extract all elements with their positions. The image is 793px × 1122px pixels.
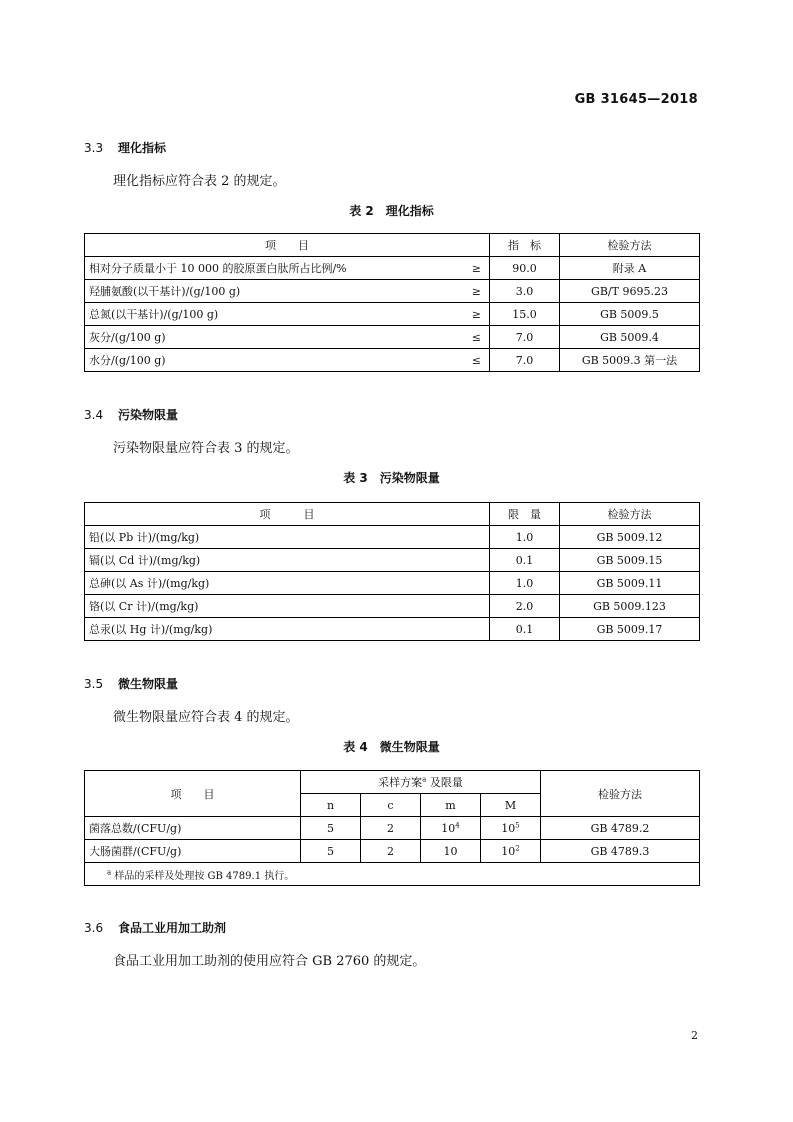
header-plan-text: 采样方案 <box>378 776 423 789</box>
cell-method: GB/T 9695.23 <box>560 280 700 303</box>
M-exponent: 2 <box>515 843 520 852</box>
caption-title: 理化指标 <box>385 204 434 218</box>
footnote-marker: a <box>107 868 112 877</box>
table-row <box>85 572 700 595</box>
section-3-3-heading <box>84 139 166 156</box>
table-header-row <box>85 234 700 257</box>
table-row <box>85 840 700 863</box>
header-item: 项 目 <box>85 771 301 817</box>
M-exponent: 5 <box>515 820 520 829</box>
cell-method: GB 5009.3 第一法 <box>560 349 700 372</box>
header-item: 项 目 <box>85 234 490 257</box>
cell-value: 0.1 <box>490 618 560 641</box>
cell-n: 5 <box>301 817 361 840</box>
cell-method: GB 5009.5 <box>560 303 700 326</box>
cell-comparator: ≤ <box>455 326 490 349</box>
caption-number: 表 4 <box>343 740 368 754</box>
cell-m <box>421 817 481 840</box>
section-3-6-text: 食品工业用加工助剂的使用应符合 GB 2760 的规定。 <box>113 954 426 969</box>
standard-number: GB 31645—2018 <box>574 92 698 107</box>
m-base: 10 <box>441 821 456 835</box>
cell-method: GB 5009.17 <box>560 618 700 641</box>
table-row <box>85 618 700 641</box>
section-title: 微生物限量 <box>118 677 179 691</box>
cell-item: 总氮(以干基计)/(g/100 g) <box>85 303 455 326</box>
table-4-caption <box>84 738 699 755</box>
header-sampling-plan <box>301 771 541 794</box>
footnote-marker: a <box>422 775 427 784</box>
section-number: 3.3 <box>84 141 104 155</box>
table-row <box>85 595 700 618</box>
cell-value: 0.1 <box>490 549 560 572</box>
cell-item: 大肠菌群/(CFU/g) <box>85 840 301 863</box>
table-row <box>85 280 700 303</box>
section-3-5-text: 微生物限量应符合表 4 的规定。 <box>113 710 299 725</box>
table-footnote-row <box>85 863 700 886</box>
caption-number: 表 3 <box>343 471 368 485</box>
table-4 <box>84 770 700 886</box>
subheader-m: m <box>421 794 481 817</box>
footnote-text: 样品的采样及处理按 GB 4789.1 执行。 <box>111 870 295 882</box>
cell-n: 5 <box>301 840 361 863</box>
section-number: 3.5 <box>84 677 104 691</box>
cell-M <box>481 817 541 840</box>
section-3-4-heading <box>84 406 178 423</box>
subheader-c: c <box>361 794 421 817</box>
cell-method: GB 5009.4 <box>560 326 700 349</box>
table-3 <box>84 502 700 641</box>
cell-method: GB 5009.15 <box>560 549 700 572</box>
cell-method: GB 4789.3 <box>541 840 700 863</box>
subheader-n: n <box>301 794 361 817</box>
subheader-M: M <box>481 794 541 817</box>
cell-M <box>481 840 541 863</box>
section-number: 3.4 <box>84 408 104 422</box>
m-exponent: 4 <box>455 820 460 829</box>
cell-method: GB 5009.123 <box>560 595 700 618</box>
cell-comparator: ≥ <box>455 257 490 280</box>
section-title: 污染物限量 <box>118 408 179 422</box>
cell-method: GB 5009.12 <box>560 526 700 549</box>
cell-method: GB 5009.11 <box>560 572 700 595</box>
M-base: 10 <box>501 844 516 858</box>
table-2 <box>84 233 700 372</box>
header-limit: 限 量 <box>490 503 560 526</box>
cell-value: 3.0 <box>490 280 560 303</box>
cell-value: 90.0 <box>490 257 560 280</box>
table-row <box>85 257 700 280</box>
caption-title: 微生物限量 <box>379 740 440 754</box>
cell-value: 2.0 <box>490 595 560 618</box>
M-base: 10 <box>501 821 516 835</box>
cell-value: 15.0 <box>490 303 560 326</box>
cell-c: 2 <box>361 817 421 840</box>
cell-value: 7.0 <box>490 349 560 372</box>
cell-item: 菌落总数/(CFU/g) <box>85 817 301 840</box>
section-number: 3.6 <box>84 921 104 935</box>
cell-item: 相对分子质量小于 10 000 的胶原蛋白肽所占比例/% <box>85 257 455 280</box>
cell-method: GB 4789.2 <box>541 817 700 840</box>
cell-comparator: ≥ <box>455 280 490 303</box>
table-row <box>85 526 700 549</box>
header-method: 检验方法 <box>560 503 700 526</box>
table-header-row <box>85 771 700 794</box>
cell-comparator: ≥ <box>455 303 490 326</box>
cell-item: 灰分/(g/100 g) <box>85 326 455 349</box>
page-number: 2 <box>691 1029 698 1042</box>
header-plan-tail: 及限量 <box>426 776 463 789</box>
m-base: 10 <box>443 844 458 858</box>
table-row <box>85 326 700 349</box>
cell-item: 总汞(以 Hg 计)/(mg/kg) <box>85 618 490 641</box>
cell-item: 铅(以 Pb 计)/(mg/kg) <box>85 526 490 549</box>
header-method: 检验方法 <box>541 771 700 817</box>
table-3-caption <box>84 469 699 486</box>
cell-item: 羟脯氨酸(以干基计)/(g/100 g) <box>85 280 455 303</box>
table-footnote <box>85 863 700 886</box>
section-3-4-text: 污染物限量应符合表 3 的规定。 <box>113 441 299 456</box>
table-2-caption <box>84 202 699 219</box>
table-header-row <box>85 503 700 526</box>
section-3-3-text: 理化指标应符合表 2 的规定。 <box>113 174 286 189</box>
cell-method: 附录 A <box>560 257 700 280</box>
cell-item: 水分/(g/100 g) <box>85 349 455 372</box>
table-row <box>85 817 700 840</box>
table-row <box>85 303 700 326</box>
cell-item: 镉(以 Cd 计)/(mg/kg) <box>85 549 490 572</box>
table-row <box>85 549 700 572</box>
cell-item: 总砷(以 As 计)/(mg/kg) <box>85 572 490 595</box>
header-item: 项 目 <box>85 503 490 526</box>
cell-value: 7.0 <box>490 326 560 349</box>
table-row <box>85 349 700 372</box>
caption-number: 表 2 <box>349 204 374 218</box>
cell-c: 2 <box>361 840 421 863</box>
section-title: 理化指标 <box>118 141 167 155</box>
cell-value: 1.0 <box>490 526 560 549</box>
section-3-5-heading <box>84 675 178 692</box>
cell-value: 1.0 <box>490 572 560 595</box>
cell-m <box>421 840 481 863</box>
header-method: 检验方法 <box>560 234 700 257</box>
section-title: 食品工业用加工助剂 <box>118 921 227 935</box>
section-3-6-heading <box>84 919 226 936</box>
cell-comparator: ≤ <box>455 349 490 372</box>
header-index: 指 标 <box>490 234 560 257</box>
caption-title: 污染物限量 <box>379 471 440 485</box>
cell-item: 铬(以 Cr 计)/(mg/kg) <box>85 595 490 618</box>
